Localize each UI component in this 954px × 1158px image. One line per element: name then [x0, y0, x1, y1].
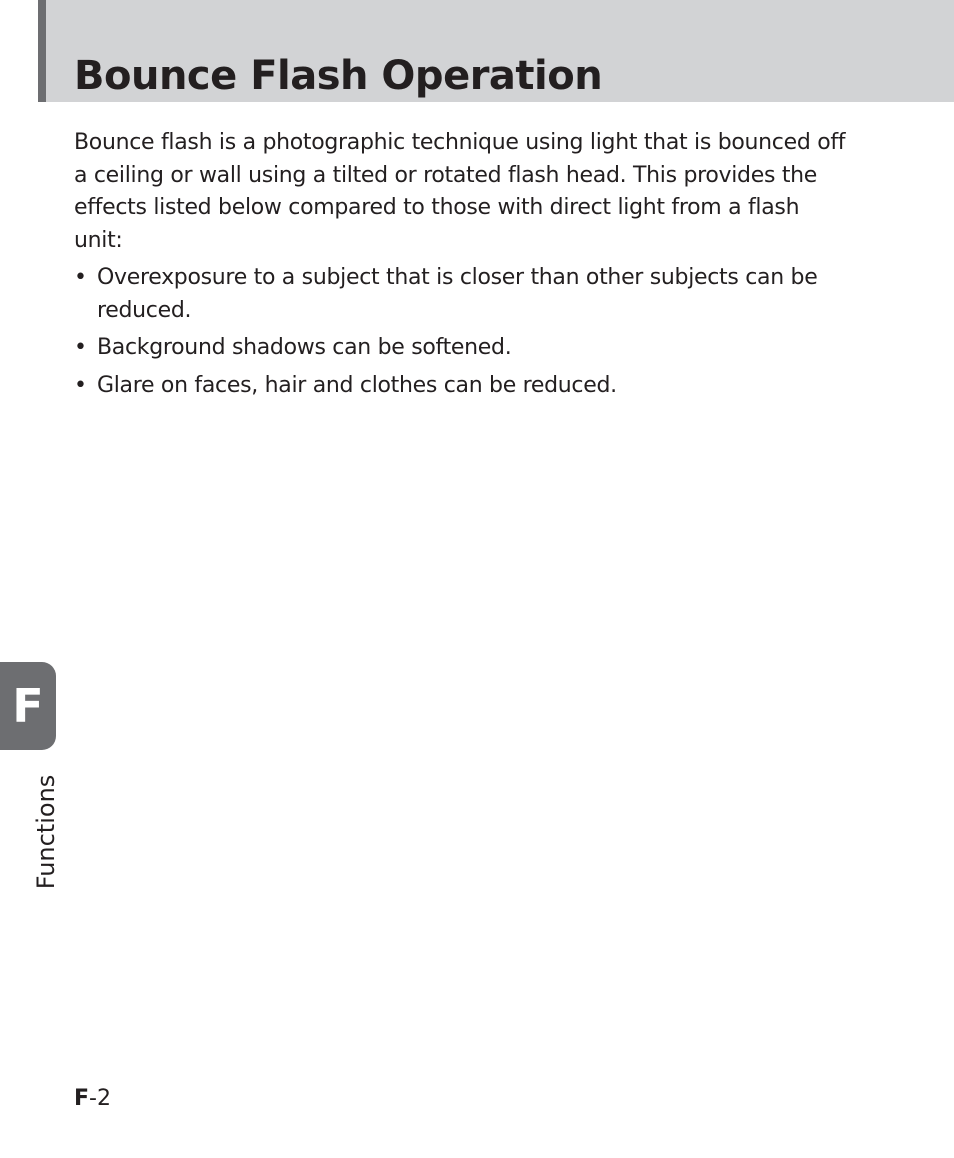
intro-paragraph: Bounce flash is a photographic technique using light that is bounced off a ceiling or wall using a tilted or rotated flash head. This provides the effects listed below compared to those with direct light from a flash unit:	[74, 130, 846, 253]
list-item-text: Background shadows can be softened.	[97, 335, 512, 360]
list-item	[74, 332, 854, 365]
section-tab	[0, 662, 56, 750]
page-number-letter: F	[74, 1086, 90, 1111]
bullet-marker: •	[74, 372, 87, 398]
page-title: Bounce Flash Operation	[74, 53, 603, 99]
page-number-suffix: -2	[89, 1086, 111, 1111]
bullet-marker: •	[74, 265, 87, 290]
list-item-text: Glare on faces, hair and clothes can be reduced.	[97, 372, 617, 398]
title-accent-bar	[38, 0, 46, 102]
section-label: Functions	[32, 774, 60, 890]
bullet-marker: •	[74, 335, 87, 360]
page-number	[74, 1085, 111, 1113]
list-item	[74, 370, 854, 403]
section-tab-letter: F	[12, 679, 44, 733]
list-item-text: Overexposure to a subject that is closer than other subjects can be reduced.	[97, 265, 818, 323]
effects-list	[74, 262, 854, 407]
list-item	[74, 262, 854, 327]
